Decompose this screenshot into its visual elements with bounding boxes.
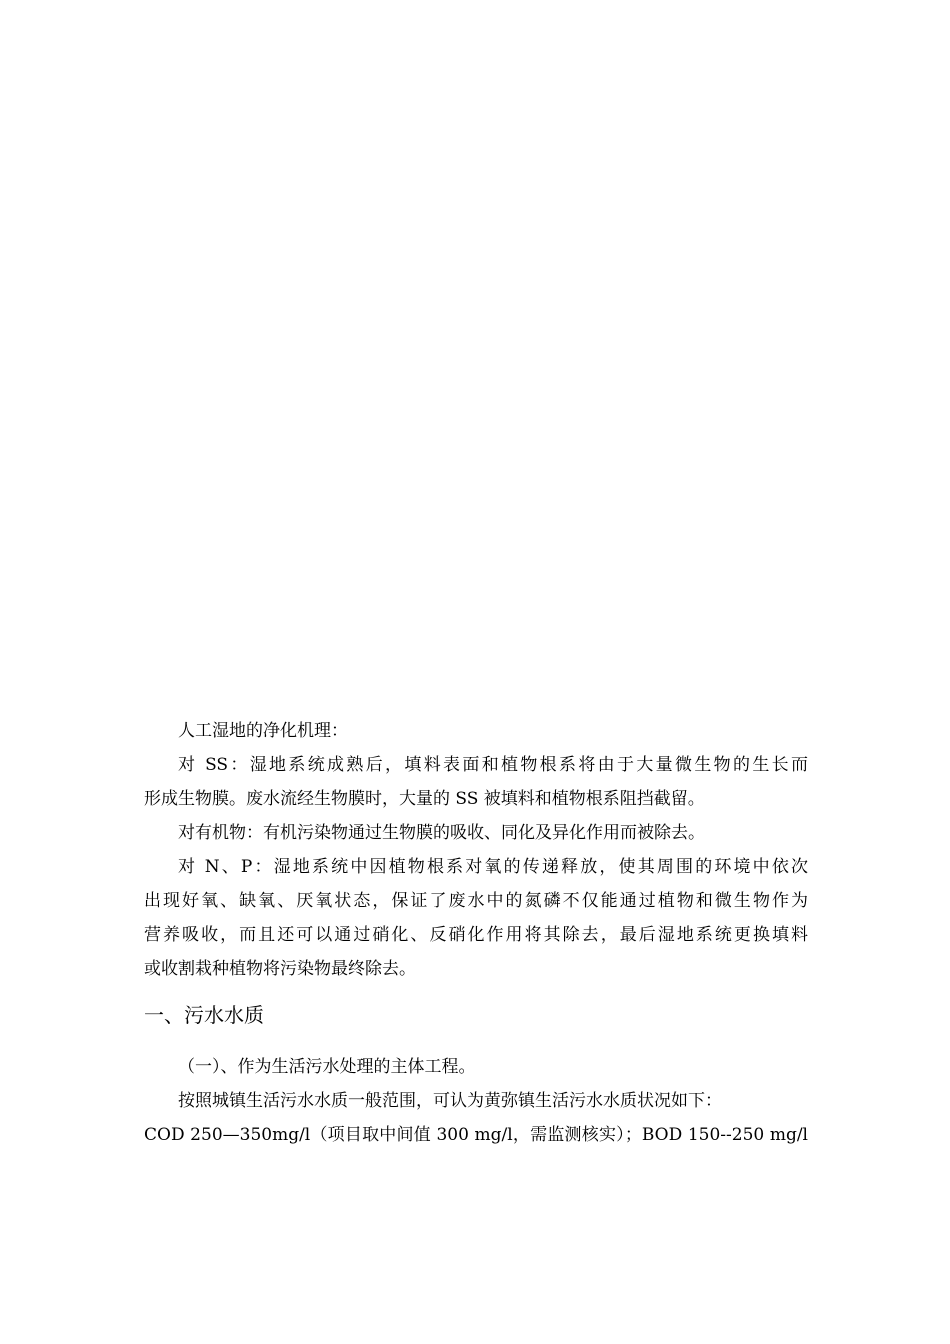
text-line: 对 SS：湿地系统成熟后，填料表面和植物根系将由于大量微生物的生长而	[178, 755, 808, 775]
paragraph-subsection-title	[144, 1050, 808, 1084]
text-line: 对有机物：有机污染物通过生物膜的吸收、同化及异化作用而被除去。	[178, 823, 705, 843]
paragraph-purification-title	[144, 714, 808, 748]
text-line: 出现好氧、缺氧、厌氧状态，保证了废水中的氮磷不仅能通过植物和微生物作为	[144, 891, 808, 911]
text-line: 营养吸收，而且还可以通过硝化、反硝化作用将其除去，最后湿地系统更换填料	[144, 925, 808, 945]
text-line: 形成生物膜。废水流经生物膜时，大量的 SS 被填料和植物根系阻挡截留。	[144, 789, 705, 809]
section-heading: 一、污水水质	[144, 1003, 264, 1027]
paragraph-np	[144, 850, 808, 986]
paragraph-ss	[144, 748, 808, 816]
text-line: 对 N、P：湿地系统中因植物根系对氧的传递释放，使其周围的环境中依次	[178, 857, 808, 877]
text-line: COD 250—350mg/l（项目取中间值 300 mg/l，需监测核实）；BOD 150--250 mg/l	[144, 1125, 808, 1145]
text-line: 或收割栽种植物将污染物最终除去。	[144, 959, 416, 979]
text-line: 按照城镇生活污水水质一般范围，可认为黄弥镇生活污水水质状况如下：	[178, 1091, 722, 1111]
paragraph-water-quality	[144, 1084, 808, 1152]
text-line: 人工湿地的净化机理：	[178, 721, 348, 741]
paragraph-organic	[144, 816, 808, 850]
document-body	[144, 714, 808, 1152]
text-line: （一）、作为生活污水处理的主体工程。	[178, 1057, 476, 1077]
